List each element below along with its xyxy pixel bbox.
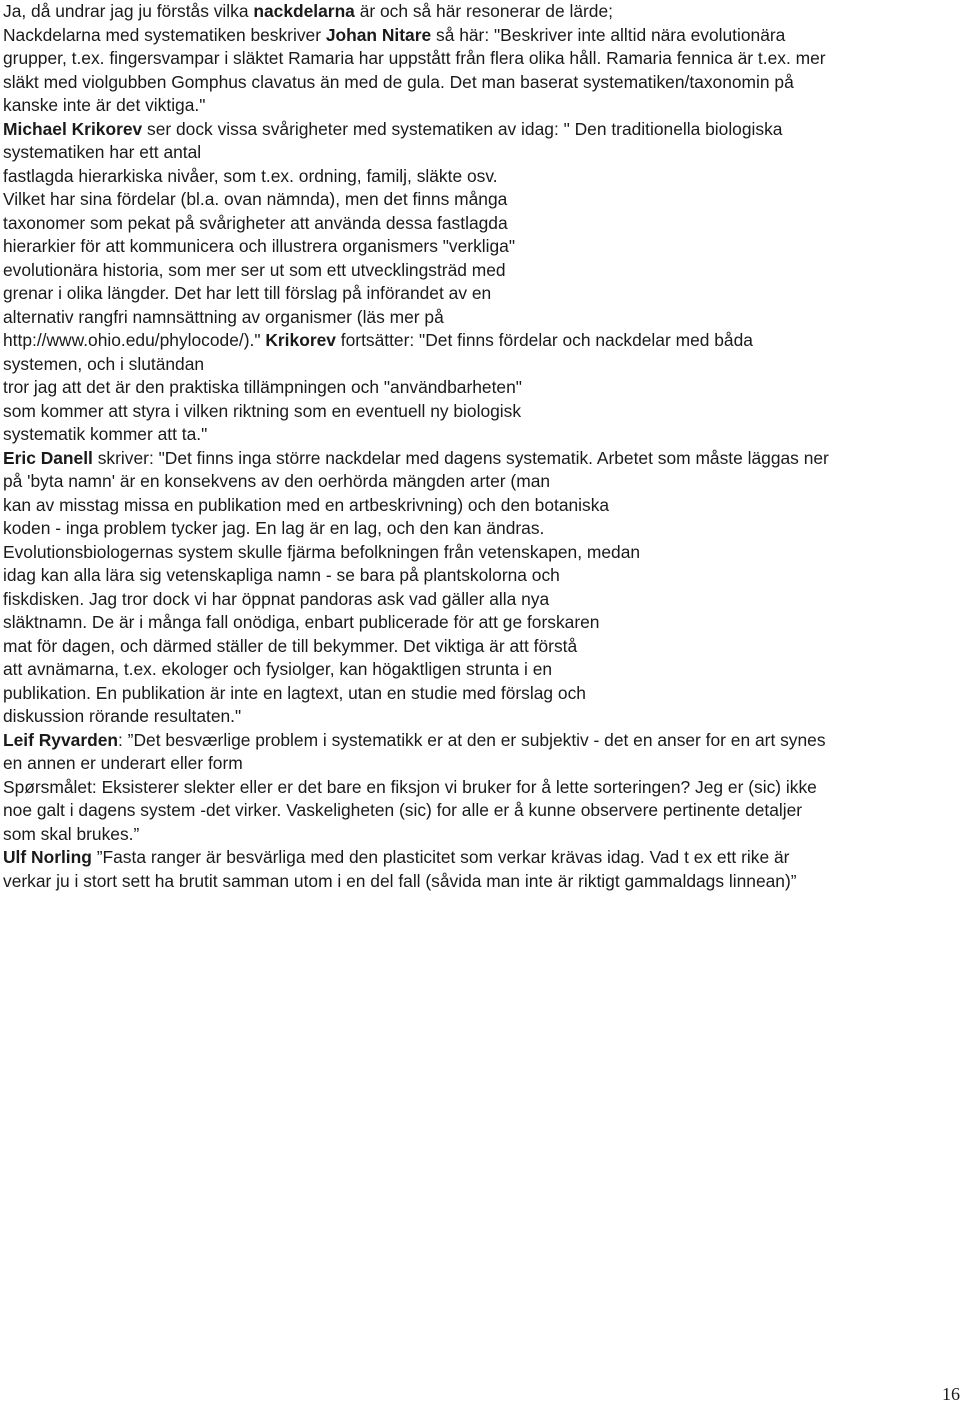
text-line [3, 306, 958, 330]
text-line [3, 823, 958, 847]
bold-author-name: Johan Nitare [325, 24, 432, 45]
text-line [3, 447, 958, 471]
text-line [3, 799, 958, 823]
text-run: en annen er underart eller form [3, 753, 243, 773]
text-line [3, 165, 958, 189]
text-line [3, 47, 958, 71]
text-line [3, 517, 958, 541]
text-line [3, 71, 958, 95]
text-line [3, 259, 958, 283]
bold-author-name: Eric Danell [3, 447, 93, 468]
article-text [3, 0, 958, 893]
text-run: diskussion rörande resultaten." [3, 706, 242, 726]
text-run: Ja, då undrar jag ju förstås vilka [3, 1, 254, 21]
page-number: 16 [942, 1384, 960, 1404]
text-line [3, 423, 958, 447]
text-run: alternativ rangfri namnsättning av organismer (läs mer på [3, 306, 444, 327]
text-line [3, 376, 958, 400]
text-run: systematiken har ett antal [3, 142, 202, 162]
text-run: taxonomer som pekat på svårigheter att använda dessa fastlagda [3, 212, 508, 233]
text-run: mat för dagen, och därmed ställer de till bekymmer. Det viktiga är att förstå [3, 635, 578, 656]
text-line [3, 611, 958, 635]
text-run: som skal brukes.” [3, 823, 140, 844]
text-line [3, 0, 958, 24]
text-run: koden - inga problem tycker jag. En lag är en lag, och den kan ändras. [3, 518, 545, 538]
text-line [3, 282, 958, 306]
text-run: grupper, t.ex. fingersvampar i släktet Ramaria har uppstått från flera olika håll. Ramaria fennica är t.ex. mer [3, 48, 826, 68]
text-run: kan av misstag missa en publikation med en artbeskrivning) och den botaniska [3, 494, 610, 515]
bold-author-name: Krikorev [265, 330, 336, 350]
text-line [3, 776, 958, 800]
text-run: ser dock vissa svårigheter med systematiken av idag: " Den traditionella biologiska [142, 118, 783, 139]
text-run: noe galt i dagens system -det virker. Vaskeligheten (sic) for alle er å kunne observere pertinente detaljer [3, 800, 803, 820]
text-run: publikation. En publikation är inte en lagtext, utan en studie med förslag och [3, 682, 586, 703]
text-line [3, 752, 958, 776]
text-line [3, 118, 958, 142]
text-run: skriver: "Det finns inga större nackdelar med dagens systematik. Arbetet som måste läggas ner [92, 447, 829, 468]
text-run: så här: "Beskriver inte alltid nära evolutionära [431, 24, 786, 45]
text-line [3, 494, 958, 518]
text-run: fiskdisken. Jag tror dock vi har öppnat pandoras ask vad gäller alla nya [3, 588, 550, 609]
bold-author-name: Michael Krikorev [3, 118, 143, 139]
bold-author-name: nackdelarna [253, 1, 355, 21]
text-line [3, 729, 958, 753]
text-line [3, 705, 958, 729]
text-line [3, 94, 958, 118]
text-line [3, 658, 958, 682]
text-line [3, 188, 958, 212]
text-line [3, 141, 958, 165]
text-run: fortsätter: "Det finns fördelar och nackdelar med båda [335, 330, 753, 350]
text-run: Nackdelarna med systematiken beskriver [3, 24, 326, 45]
bold-author-name: Leif Ryvarden [3, 729, 119, 750]
text-run: evolutionära historia, som mer ser ut som ett utvecklingsträd med [3, 259, 506, 280]
text-run: på 'byta namn' är en konsekvens av den oerhörda mängden arter (man [3, 471, 551, 491]
text-line [3, 212, 958, 236]
text-run: idag kan alla lära sig vetenskapliga namn - se bara på plantskolorna och [3, 565, 560, 585]
text-run: hierarkier för att kommunicera och illustrera organismers "verkliga" [3, 236, 516, 256]
text-run: som kommer att styra i vilken riktning som en eventuell ny biologisk [3, 400, 522, 421]
text-run: Vilket har sina fördelar (bl.a. ovan nämnda), men det finns många [3, 189, 508, 209]
bold-author-name: Ulf Norling [3, 847, 92, 867]
text-run: Evolutionsbiologernas system skulle fjärma befolkningen från vetenskapen, medan [3, 541, 641, 562]
text-run: är och så här resonerar de lärde; [354, 1, 613, 21]
text-line [3, 846, 958, 870]
text-line [3, 682, 958, 706]
text-run: fastlagda hierarkiska nivåer, som t.ex. ordning, familj, släkte osv. [3, 165, 498, 186]
text-line [3, 24, 958, 48]
text-run: verkar ju i stort sett ha brutit samman utom i en del fall (såvida man inte är riktigt gammaldags linnean)” [3, 870, 797, 891]
text-run: : ”Det besværlige problem i systematikk er at den er subjektiv - det en anser for en art synes [118, 729, 826, 750]
text-line [3, 564, 958, 588]
text-run: kanske inte är det viktiga." [3, 95, 206, 115]
text-line [3, 541, 958, 565]
text-run: systemen, och i slutändan [3, 353, 205, 374]
text-line [3, 400, 958, 424]
text-line [3, 870, 958, 894]
text-run: Spørsmålet: Eksisterer slekter eller er det bare en fiksjon vi bruker for å lette sorteringen? Jeg er (sic) ikke [3, 776, 817, 797]
text-run: släktnamn. De är i många fall onödiga, enbart publicerade för att ge forskaren [3, 612, 600, 632]
text-run: grenar i olika längder. Det har lett till förslag på införandet av en [3, 283, 492, 303]
text-line [3, 235, 958, 259]
text-line [3, 588, 958, 612]
text-run: släkt med violgubben Gomphus clavatus än med de gula. Det man baserat systematiken/taxonomin på [3, 71, 794, 92]
text-run: http://www.ohio.edu/phylocode/)." [3, 330, 266, 350]
text-run: tror jag att det är den praktiska tillämpningen och "användbarheten" [3, 377, 522, 397]
text-run: att avnämarna, t.ex. ekologer och fysiolger, kan högaktligen strunta i en [3, 659, 553, 679]
text-line [3, 353, 958, 377]
text-line [3, 329, 958, 353]
text-run: systematik kommer att ta." [3, 424, 208, 444]
text-run: ”Fasta ranger är besvärliga med den plasticitet som verkar krävas idag. Vad t ex ett rike är [91, 847, 790, 867]
text-line [3, 635, 958, 659]
text-line [3, 470, 958, 494]
